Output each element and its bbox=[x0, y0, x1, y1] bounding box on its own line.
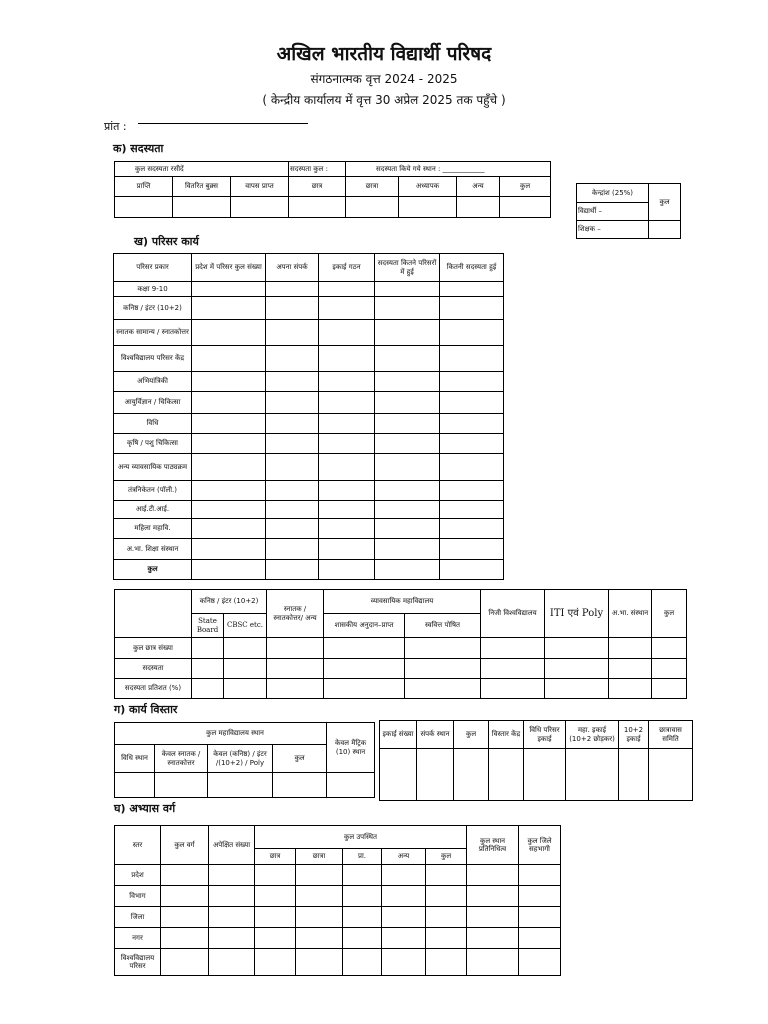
input-cell[interactable] bbox=[327, 773, 375, 798]
input-cell[interactable] bbox=[440, 501, 504, 519]
input-cell[interactable] bbox=[192, 539, 266, 560]
col-header: सदस्यता कितने परिसरों में हुई bbox=[375, 254, 440, 282]
input-cell[interactable] bbox=[319, 539, 375, 560]
row-label: अन्य व्यावसायिक पाठ्यक्रम bbox=[114, 454, 192, 481]
col-header: महा. इकाई (10+2 छोड़कर) bbox=[566, 721, 619, 749]
input-cell[interactable] bbox=[500, 197, 551, 218]
input-cell[interactable] bbox=[192, 454, 266, 481]
sub-header: अन्य bbox=[382, 849, 426, 865]
section-ga-title: ग) कार्य विस्तार bbox=[114, 703, 178, 716]
row-label: प्रदेश bbox=[115, 865, 161, 886]
input-cell[interactable] bbox=[296, 907, 343, 928]
input-cell[interactable] bbox=[382, 949, 426, 976]
kul-sthan-header: कुल स्थान प्रतिनिधित्व bbox=[467, 826, 519, 865]
input-cell[interactable] bbox=[467, 907, 519, 928]
kul-upasthit-header: कुल उपस्थित bbox=[255, 826, 467, 849]
input-cell[interactable] bbox=[609, 638, 652, 659]
input-cell[interactable] bbox=[481, 679, 545, 699]
input-cell[interactable] bbox=[426, 907, 467, 928]
input-cell[interactable] bbox=[426, 949, 467, 976]
input-cell[interactable] bbox=[467, 928, 519, 949]
input-cell[interactable] bbox=[426, 928, 467, 949]
input-cell[interactable] bbox=[481, 638, 545, 659]
section-gha-title: घ) अभ्यास वर्ग bbox=[114, 802, 176, 815]
row-label: कक्षा 9-10 bbox=[114, 282, 192, 297]
input-cell[interactable] bbox=[375, 346, 440, 372]
input-cell[interactable] bbox=[481, 659, 545, 679]
input-cell[interactable] bbox=[255, 907, 296, 928]
blank-header bbox=[115, 590, 192, 638]
input-cell[interactable] bbox=[231, 197, 289, 218]
input-cell[interactable] bbox=[115, 197, 173, 218]
input-cell[interactable] bbox=[266, 434, 319, 454]
input-cell[interactable] bbox=[440, 434, 504, 454]
input-cell[interactable] bbox=[266, 539, 319, 560]
col-header: अन्य bbox=[457, 177, 500, 197]
input-cell[interactable] bbox=[652, 638, 687, 659]
input-cell[interactable] bbox=[440, 519, 504, 539]
kul-jile-header: कुल जिले सहभागी bbox=[519, 826, 561, 865]
input-cell[interactable] bbox=[267, 679, 324, 699]
input-cell[interactable] bbox=[346, 197, 399, 218]
prant-field-line[interactable] bbox=[138, 123, 308, 124]
input-cell[interactable] bbox=[649, 749, 693, 801]
input-cell[interactable] bbox=[375, 392, 440, 414]
input-cell[interactable] bbox=[209, 949, 255, 976]
kewal-matric-header: केवल मैट्रिक (10) स्थान bbox=[327, 723, 375, 773]
study-class-table bbox=[114, 825, 561, 976]
input-cell[interactable] bbox=[192, 519, 266, 539]
input-cell[interactable] bbox=[375, 501, 440, 519]
input-cell[interactable] bbox=[545, 638, 609, 659]
kendransh-row-label: विद्यार्थी – bbox=[577, 203, 649, 221]
input-cell[interactable] bbox=[324, 638, 405, 659]
input-cell[interactable] bbox=[519, 949, 561, 976]
input-cell[interactable] bbox=[192, 560, 266, 580]
row-label: तंत्रनिकेतन (पॉली.) bbox=[114, 481, 192, 501]
input-cell[interactable] bbox=[405, 679, 481, 699]
input-cell[interactable] bbox=[319, 481, 375, 501]
col-header: इकाई गठन bbox=[319, 254, 375, 282]
input-cell[interactable] bbox=[405, 638, 481, 659]
input-cell[interactable] bbox=[375, 282, 440, 297]
row-label: महिला महावि. bbox=[114, 519, 192, 539]
input-cell[interactable] bbox=[296, 928, 343, 949]
input-cell[interactable] bbox=[273, 773, 327, 798]
input-cell[interactable] bbox=[375, 560, 440, 580]
input-cell[interactable] bbox=[319, 434, 375, 454]
row-label: विभाग bbox=[115, 886, 161, 907]
input-cell[interactable] bbox=[319, 282, 375, 297]
col-header: छात्रा bbox=[346, 177, 399, 197]
input-cell[interactable] bbox=[519, 886, 561, 907]
input-cell[interactable] bbox=[467, 949, 519, 976]
col-header: अपना संपर्क bbox=[266, 254, 319, 282]
col-header: कुल bbox=[500, 177, 551, 197]
input-cell[interactable] bbox=[319, 560, 375, 580]
input-cell[interactable] bbox=[440, 560, 504, 580]
input-cell[interactable] bbox=[440, 414, 504, 434]
input-cell[interactable] bbox=[192, 679, 224, 699]
input-cell[interactable] bbox=[566, 749, 619, 801]
col-header: विस्तार केंद्र bbox=[489, 721, 524, 749]
input-cell[interactable] bbox=[319, 320, 375, 346]
section-kha-title: ख) परिसर कार्य bbox=[134, 235, 199, 248]
input-cell[interactable] bbox=[255, 865, 296, 886]
row-label: सदस्यता bbox=[115, 659, 192, 679]
row-label: कुल bbox=[114, 560, 192, 580]
input-cell[interactable] bbox=[192, 372, 266, 392]
input-cell[interactable] bbox=[382, 907, 426, 928]
input-cell[interactable] bbox=[208, 773, 273, 798]
sub-header: कुल bbox=[426, 849, 467, 865]
col-header: संपर्क स्थान bbox=[417, 721, 454, 749]
input-cell[interactable] bbox=[467, 865, 519, 886]
input-cell[interactable] bbox=[652, 659, 687, 679]
input-cell[interactable] bbox=[545, 679, 609, 699]
col-header: छात्र bbox=[289, 177, 346, 197]
row-label: अ.भा. शिक्षा संस्थान bbox=[114, 539, 192, 560]
prant-label: प्रांत : bbox=[104, 120, 127, 133]
swavitt-header: स्ववित्त पोषित bbox=[405, 614, 481, 638]
input-cell[interactable] bbox=[173, 197, 231, 218]
input-cell[interactable] bbox=[467, 886, 519, 907]
cbsc-header: CBSC etc. bbox=[224, 614, 267, 638]
input-cell[interactable] bbox=[375, 519, 440, 539]
page-note: ( केन्द्रीय कार्यालय में वृत्त 30 अप्रेल 2025 तक पहुँचे ) bbox=[262, 93, 506, 107]
input-cell[interactable] bbox=[192, 659, 224, 679]
input-cell[interactable] bbox=[161, 928, 209, 949]
input-cell[interactable] bbox=[380, 749, 417, 801]
input-cell[interactable] bbox=[457, 197, 500, 218]
input-cell[interactable] bbox=[255, 886, 296, 907]
col-header: वापस प्राप्त bbox=[231, 177, 289, 197]
input-cell[interactable] bbox=[296, 886, 343, 907]
input-cell[interactable] bbox=[343, 928, 382, 949]
input-cell[interactable] bbox=[375, 481, 440, 501]
input-cell[interactable] bbox=[426, 886, 467, 907]
input-cell[interactable] bbox=[609, 659, 652, 679]
input-cell[interactable] bbox=[296, 949, 343, 976]
input-cell[interactable] bbox=[343, 907, 382, 928]
input-cell[interactable] bbox=[319, 519, 375, 539]
kewal-snatak-header: केवल स्नातक / स्नातकोत्तर bbox=[155, 745, 208, 773]
input-cell[interactable] bbox=[192, 414, 266, 434]
input-cell[interactable] bbox=[192, 434, 266, 454]
input-cell[interactable] bbox=[440, 282, 504, 297]
input-cell[interactable] bbox=[440, 392, 504, 414]
input-cell[interactable] bbox=[343, 886, 382, 907]
input-cell[interactable] bbox=[266, 297, 319, 320]
input-cell[interactable] bbox=[375, 320, 440, 346]
input-cell[interactable] bbox=[296, 865, 343, 886]
input-cell[interactable] bbox=[489, 749, 524, 801]
input-cell[interactable] bbox=[440, 297, 504, 320]
input-cell[interactable] bbox=[224, 679, 267, 699]
input-cell[interactable] bbox=[324, 679, 405, 699]
input-cell[interactable] bbox=[192, 481, 266, 501]
input-cell[interactable] bbox=[267, 659, 324, 679]
col-header: वितरित बुक्र्स bbox=[173, 177, 231, 197]
input-cell[interactable] bbox=[266, 560, 319, 580]
input-cell[interactable] bbox=[266, 282, 319, 297]
input-cell[interactable] bbox=[324, 659, 405, 679]
input-cell[interactable] bbox=[319, 346, 375, 372]
input-cell[interactable] bbox=[224, 638, 267, 659]
anudan-header: शासकीय अनुदान–प्राप्त bbox=[324, 614, 405, 638]
row-label: विश्वविद्यालय परिसर bbox=[115, 949, 161, 976]
input-cell[interactable] bbox=[266, 320, 319, 346]
membership-total-label: सदस्यता कुल : bbox=[289, 162, 346, 177]
row-label: जिला bbox=[115, 907, 161, 928]
input-cell[interactable] bbox=[426, 865, 467, 886]
col-header: 10+2 इकाई bbox=[619, 721, 649, 749]
row-label: कृषि / पशु चिकित्सा bbox=[114, 434, 192, 454]
campus-table bbox=[113, 253, 504, 580]
total-receipts-label: कुल सदस्यता रसीदें bbox=[115, 162, 289, 177]
input-cell[interactable] bbox=[319, 501, 375, 519]
sub-header: प्रा. bbox=[343, 849, 382, 865]
input-cell[interactable] bbox=[115, 773, 155, 798]
sub-header: छात्र bbox=[255, 849, 296, 865]
input-cell[interactable] bbox=[319, 372, 375, 392]
row-label: विश्वविद्यालय परिसर केंद्र bbox=[114, 346, 192, 372]
input-cell[interactable] bbox=[399, 197, 457, 218]
state-board-header: State Board bbox=[192, 614, 224, 638]
input-cell[interactable] bbox=[192, 392, 266, 414]
col-header: परिसर प्रकार bbox=[114, 254, 192, 282]
section-ka-title: क) सदस्यता bbox=[113, 142, 164, 155]
input-cell[interactable] bbox=[255, 949, 296, 976]
kul-mahavid-header: कुल महाविद्यालय स्थान bbox=[115, 723, 327, 745]
apekshit-header: अपेक्षित संख्या bbox=[209, 826, 255, 865]
sub-header: छात्रा bbox=[296, 849, 343, 865]
input-cell[interactable] bbox=[192, 282, 266, 297]
input-cell[interactable] bbox=[343, 865, 382, 886]
star-header: स्तर bbox=[115, 826, 161, 865]
input-cell[interactable] bbox=[652, 679, 687, 699]
row-label: अभियांत्रिकी bbox=[114, 372, 192, 392]
input-cell[interactable] bbox=[255, 928, 296, 949]
abh-header: अ.भा. संस्थान bbox=[609, 590, 652, 638]
input-cell[interactable] bbox=[209, 886, 255, 907]
row-label: स्नातक सामान्य / स्नातकोत्तर bbox=[114, 320, 192, 346]
membership-table bbox=[114, 161, 551, 218]
input-cell[interactable] bbox=[319, 454, 375, 481]
input-cell[interactable] bbox=[343, 949, 382, 976]
student-count-table bbox=[114, 589, 687, 699]
input-cell[interactable] bbox=[382, 886, 426, 907]
college-place-table bbox=[114, 722, 375, 798]
input-cell[interactable] bbox=[266, 372, 319, 392]
row-label: आयुर्विज्ञान / चिकित्सा bbox=[114, 392, 192, 414]
col-header: अध्यापक bbox=[399, 177, 457, 197]
row-label: विधि bbox=[114, 414, 192, 434]
work-expansion-table bbox=[379, 720, 693, 801]
col-header: छात्रावास समिति bbox=[649, 721, 693, 749]
col-header: इकाई संख्या bbox=[380, 721, 417, 749]
page-title: अखिल भारतीय विद्यार्थी परिषद bbox=[276, 43, 492, 65]
input-cell[interactable] bbox=[161, 907, 209, 928]
input-cell[interactable] bbox=[267, 638, 324, 659]
input-cell[interactable] bbox=[161, 949, 209, 976]
kendransh-label: केन्द्रांश (25%) bbox=[577, 184, 649, 203]
input-cell[interactable] bbox=[440, 346, 504, 372]
kendransh-row-label: शिक्षक – bbox=[577, 221, 649, 239]
input-cell[interactable] bbox=[192, 320, 266, 346]
input-cell[interactable] bbox=[266, 414, 319, 434]
page-subtitle: संगठनात्मक वृत्त 2024 - 2025 bbox=[310, 72, 458, 86]
input-cell[interactable] bbox=[266, 346, 319, 372]
input-cell[interactable] bbox=[266, 519, 319, 539]
input-cell[interactable] bbox=[375, 372, 440, 392]
kewal-kanishth-header: केवल (कनिष्ठ) / इंटर /(10+2) / Poly bbox=[208, 745, 273, 773]
input-cell[interactable] bbox=[266, 392, 319, 414]
input-cell[interactable] bbox=[224, 659, 267, 679]
input-cell[interactable] bbox=[375, 539, 440, 560]
input-cell[interactable] bbox=[266, 501, 319, 519]
row-label: नगर bbox=[115, 928, 161, 949]
input-cell[interactable] bbox=[519, 928, 561, 949]
snatak-header: स्नातक / स्नातकोत्तर/ अन्य bbox=[267, 590, 324, 638]
input-cell[interactable] bbox=[155, 773, 208, 798]
input-cell[interactable] bbox=[319, 414, 375, 434]
input-cell[interactable] bbox=[519, 907, 561, 928]
input-cell[interactable] bbox=[289, 197, 346, 218]
input-cell[interactable] bbox=[440, 539, 504, 560]
input-cell[interactable] bbox=[161, 865, 209, 886]
membership-places-label: सदस्यता किये गये स्थान : ____________ bbox=[346, 162, 551, 177]
kul-varg-header: कुल वर्ग bbox=[161, 826, 209, 865]
input-cell[interactable] bbox=[266, 481, 319, 501]
input-cell[interactable] bbox=[161, 886, 209, 907]
input-cell[interactable] bbox=[192, 501, 266, 519]
col-header: कितनी सदस्यता हुई bbox=[440, 254, 504, 282]
input-cell[interactable] bbox=[209, 928, 255, 949]
kul-header: कुल bbox=[273, 745, 327, 773]
kendransh-total-label: कुल bbox=[649, 184, 681, 221]
row-label: कुल छात्र संख्या bbox=[115, 638, 192, 659]
input-cell[interactable] bbox=[319, 392, 375, 414]
input-cell[interactable] bbox=[619, 749, 649, 801]
input-cell[interactable] bbox=[440, 320, 504, 346]
input-cell[interactable] bbox=[649, 221, 681, 239]
iti-header: ITI एवं Poly bbox=[545, 590, 609, 638]
row-label: सदस्यता प्रतिशत (%) bbox=[115, 679, 192, 699]
input-cell[interactable] bbox=[266, 454, 319, 481]
input-cell[interactable] bbox=[382, 928, 426, 949]
input-cell[interactable] bbox=[209, 865, 255, 886]
input-cell[interactable] bbox=[375, 434, 440, 454]
row-label: कनिष्ठ / इंटर (10+2) bbox=[114, 297, 192, 320]
input-cell[interactable] bbox=[192, 297, 266, 320]
kanishth-header: कनिष्ठ / इंटर (10+2) bbox=[192, 590, 267, 614]
input-cell[interactable] bbox=[519, 865, 561, 886]
input-cell[interactable] bbox=[375, 454, 440, 481]
input-cell[interactable] bbox=[545, 659, 609, 679]
input-cell[interactable] bbox=[375, 297, 440, 320]
total-header: कुल bbox=[652, 590, 687, 638]
col-header: प्रदेश में परिसर कुल संख्या bbox=[192, 254, 266, 282]
input-cell[interactable] bbox=[375, 414, 440, 434]
input-cell[interactable] bbox=[417, 749, 454, 801]
input-cell[interactable] bbox=[209, 907, 255, 928]
input-cell[interactable] bbox=[454, 749, 489, 801]
input-cell[interactable] bbox=[609, 679, 652, 699]
input-cell[interactable] bbox=[192, 346, 266, 372]
row-label: आई.टी.आई. bbox=[114, 501, 192, 519]
kendransh-table bbox=[576, 183, 681, 239]
input-cell[interactable] bbox=[405, 659, 481, 679]
col-header: विधि परिसर इकाई bbox=[524, 721, 566, 749]
input-cell[interactable] bbox=[382, 865, 426, 886]
membership-places-text: सदस्यता किये गये स्थान : bbox=[376, 164, 441, 173]
input-cell[interactable] bbox=[440, 454, 504, 481]
input-cell[interactable] bbox=[440, 481, 504, 501]
input-cell[interactable] bbox=[524, 749, 566, 801]
niji-header: निजी विश्वविद्यालय bbox=[481, 590, 545, 638]
col-header: कुल bbox=[454, 721, 489, 749]
vidhi-header: विधि स्थान bbox=[115, 745, 155, 773]
input-cell[interactable] bbox=[440, 372, 504, 392]
input-cell[interactable] bbox=[192, 638, 224, 659]
input-cell[interactable] bbox=[319, 297, 375, 320]
vyavsayik-header: व्यावसायिक महाविद्यालय bbox=[324, 590, 481, 614]
col-header: प्राप्ति bbox=[115, 177, 173, 197]
